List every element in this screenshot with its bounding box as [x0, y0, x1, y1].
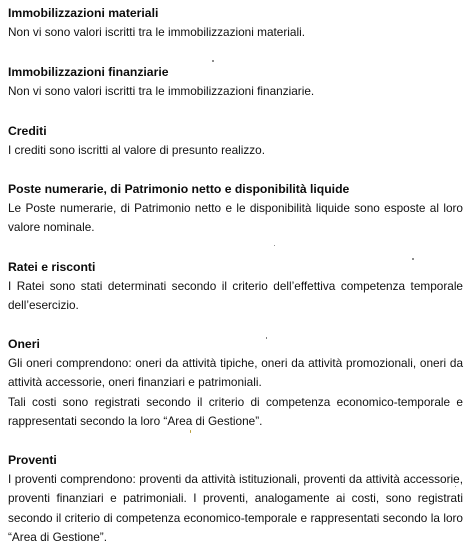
section-paragraph: I proventi comprendono: proventi da attività istituzionali, proventi da attività accessorie, proventi finanziari e patrimoniali. I proventi, analogamente ai costi, sono registrati secondo il criterio di competenza economico-temporale e rappresentati secondo la loro “Area di Gestione”. [8, 472, 463, 545]
section-paragraph: I Ratei sono stati determinati secondo il criterio dell’effettiva competenza temporale dell’esercizio. [8, 279, 463, 313]
section-immobilizzazioni-finanziarie [8, 63, 463, 101]
section-paragraph: Non vi sono valori iscritti tra le immobilizzazioni materiali. [8, 25, 305, 39]
section-oneri [8, 335, 463, 432]
section-heading: Proventi [8, 453, 57, 467]
scan-speck [412, 258, 414, 260]
scan-speck [274, 245, 275, 246]
section-ratei-e-risconti [8, 258, 463, 316]
section-heading: Immobilizzazioni finanziarie [8, 65, 169, 79]
section-paragraph: Gli oneri comprendono: oneri da attività tipiche, oneri da attività promozionali, oneri da attività accessorie, oneri finanziari e patrimoniali. [8, 356, 463, 390]
section-paragraph: Non vi sono valori iscritti tra le immobilizzazioni finanziarie. [8, 84, 315, 98]
section-proventi [8, 451, 463, 548]
scan-speck [190, 430, 191, 433]
section-poste-numerarie [8, 180, 463, 238]
scan-speck [212, 60, 214, 62]
section-crediti [8, 122, 463, 160]
scan-speck [455, 486, 456, 487]
section-paragraph: Tali costi sono registrati secondo il criterio di competenza economico-temporale e rappresentati secondo la loro “Area di Gestione”. [8, 394, 463, 429]
section-heading: Ratei e risconti [8, 260, 96, 274]
section-paragraph: Le Poste numerarie, di Patrimonio netto e le disponibilità liquide sono esposte al loro valore nominale. [8, 201, 463, 235]
section-paragraph: I crediti sono iscritti al valore di presunto realizzo. [8, 143, 266, 157]
section-immobilizzazioni-materiali [8, 4, 463, 42]
section-heading: Oneri [8, 337, 40, 351]
section-heading: Crediti [8, 124, 47, 138]
scan-speck [266, 337, 267, 339]
section-heading: Immobilizzazioni materiali [8, 6, 159, 20]
section-heading: Poste numerarie, di Patrimonio netto e disponibilità liquide [8, 182, 350, 196]
